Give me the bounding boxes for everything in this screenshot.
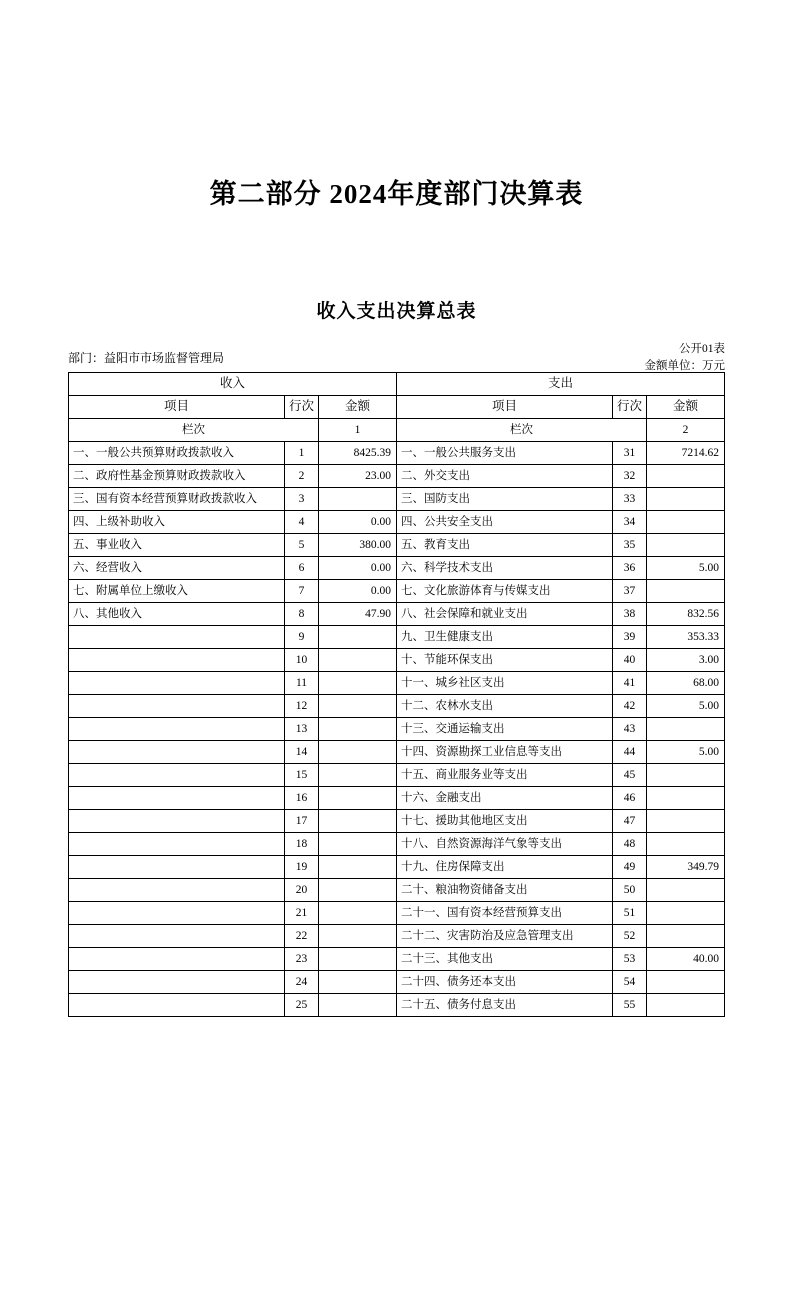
cell-exp-amount [647, 717, 725, 740]
cell-exp-line: 47 [613, 809, 647, 832]
column-label-income: 栏次 [69, 418, 319, 441]
cell-exp-item: 十三、交通运输支出 [397, 717, 613, 740]
table-row [69, 648, 725, 671]
cell-exp-item: 三、国防支出 [397, 487, 613, 510]
cell-exp-line: 40 [613, 648, 647, 671]
table-row [69, 763, 725, 786]
cell-income-amount [319, 947, 397, 970]
cell-income-amount [319, 786, 397, 809]
cell-income-amount [319, 809, 397, 832]
table-column-header-row [69, 395, 725, 418]
cell-income-line: 5 [285, 533, 319, 556]
cell-income-item: 六、经营收入 [69, 556, 285, 579]
table-row [69, 625, 725, 648]
table-row [69, 970, 725, 993]
cell-income-line: 6 [285, 556, 319, 579]
column-header-exp-line: 行次 [613, 395, 647, 418]
revenue-expenditure-table [68, 372, 725, 1017]
table-row [69, 855, 725, 878]
cell-income-line: 2 [285, 464, 319, 487]
cell-income-amount [319, 763, 397, 786]
cell-exp-amount [647, 579, 725, 602]
table-row [69, 510, 725, 533]
cell-income-item [69, 878, 285, 901]
cell-exp-amount [647, 878, 725, 901]
cell-exp-line: 53 [613, 947, 647, 970]
cell-exp-line: 51 [613, 901, 647, 924]
cell-income-line: 19 [285, 855, 319, 878]
cell-exp-line: 50 [613, 878, 647, 901]
column-header-income-item: 项目 [69, 395, 285, 418]
cell-income-amount: 0.00 [319, 579, 397, 602]
cell-exp-line: 55 [613, 993, 647, 1016]
cell-exp-item: 十九、住房保障支出 [397, 855, 613, 878]
cell-income-line: 15 [285, 763, 319, 786]
column-number-expenditure: 2 [647, 418, 725, 441]
cell-exp-amount [647, 533, 725, 556]
cell-income-line: 4 [285, 510, 319, 533]
cell-income-amount [319, 855, 397, 878]
form-code: 公开01表 [679, 343, 725, 356]
cell-exp-amount [647, 786, 725, 809]
cell-income-item: 一、一般公共预算财政拨款收入 [69, 441, 285, 464]
cell-income-line: 24 [285, 970, 319, 993]
cell-exp-line: 49 [613, 855, 647, 878]
table-row [69, 901, 725, 924]
cell-exp-line: 42 [613, 694, 647, 717]
cell-income-line: 17 [285, 809, 319, 832]
cell-exp-item: 一、一般公共服务支出 [397, 441, 613, 464]
table-row [69, 533, 725, 556]
cell-exp-line: 31 [613, 441, 647, 464]
cell-income-amount [319, 901, 397, 924]
cell-exp-item: 四、公共安全支出 [397, 510, 613, 533]
cell-income-item [69, 740, 285, 763]
cell-exp-item: 十七、援助其他地区支出 [397, 809, 613, 832]
cell-income-item [69, 901, 285, 924]
cell-exp-amount [647, 809, 725, 832]
cell-exp-item: 二十、粮油物资储备支出 [397, 878, 613, 901]
cell-exp-item: 九、卫生健康支出 [397, 625, 613, 648]
cell-exp-amount [647, 924, 725, 947]
cell-exp-amount: 5.00 [647, 556, 725, 579]
department-line: 部门：益阳市市场监督管理局 [68, 350, 225, 365]
cell-exp-amount [647, 993, 725, 1016]
cell-exp-item: 二十二、灾害防治及应急管理支出 [397, 924, 613, 947]
table-row [69, 832, 725, 855]
cell-exp-line: 43 [613, 717, 647, 740]
cell-income-amount [319, 924, 397, 947]
table-row [69, 441, 725, 464]
cell-income-amount [319, 717, 397, 740]
cell-exp-item: 六、科学技术支出 [397, 556, 613, 579]
cell-income-amount: 8425.39 [319, 441, 397, 464]
cell-income-amount [319, 694, 397, 717]
cell-income-amount: 23.00 [319, 464, 397, 487]
cell-exp-item: 十、节能环保支出 [397, 648, 613, 671]
cell-income-line: 22 [285, 924, 319, 947]
cell-exp-amount: 832.56 [647, 602, 725, 625]
cell-exp-line: 37 [613, 579, 647, 602]
cell-exp-amount: 3.00 [647, 648, 725, 671]
cell-exp-line: 41 [613, 671, 647, 694]
cell-income-item: 三、国有资本经营预算财政拨款收入 [69, 487, 285, 510]
column-header-exp-item: 项目 [397, 395, 613, 418]
cell-exp-item: 十二、农林水支出 [397, 694, 613, 717]
cell-income-item [69, 671, 285, 694]
cell-income-item: 八、其他收入 [69, 602, 285, 625]
cell-exp-line: 38 [613, 602, 647, 625]
cell-exp-line: 32 [613, 464, 647, 487]
cell-income-item [69, 993, 285, 1016]
cell-exp-line: 48 [613, 832, 647, 855]
cell-exp-line: 36 [613, 556, 647, 579]
table-row [69, 809, 725, 832]
table-group-header-row [69, 372, 725, 395]
cell-income-amount: 47.90 [319, 602, 397, 625]
column-header-exp-amount: 金额 [647, 395, 725, 418]
cell-exp-amount [647, 464, 725, 487]
cell-exp-line: 44 [613, 740, 647, 763]
table-row [69, 717, 725, 740]
cell-income-line: 16 [285, 786, 319, 809]
cell-income-amount: 380.00 [319, 533, 397, 556]
cell-exp-amount [647, 901, 725, 924]
cell-exp-item: 二十三、其他支出 [397, 947, 613, 970]
cell-exp-line: 33 [613, 487, 647, 510]
cell-exp-amount: 7214.62 [647, 441, 725, 464]
table-row [69, 694, 725, 717]
cell-exp-line: 39 [613, 625, 647, 648]
cell-income-line: 25 [285, 993, 319, 1016]
table-row [69, 786, 725, 809]
table-title: 收入支出决算总表 [316, 301, 477, 323]
cell-income-line: 14 [285, 740, 319, 763]
cell-exp-amount [647, 510, 725, 533]
cell-exp-line: 52 [613, 924, 647, 947]
table-row [69, 878, 725, 901]
cell-exp-amount [647, 487, 725, 510]
cell-exp-line: 45 [613, 763, 647, 786]
cell-exp-item: 十四、资源勘探工业信息等支出 [397, 740, 613, 763]
cell-exp-item: 十一、城乡社区支出 [397, 671, 613, 694]
column-label-expenditure: 栏次 [397, 418, 647, 441]
table-row [69, 556, 725, 579]
cell-exp-item: 八、社会保障和就业支出 [397, 602, 613, 625]
table-row [69, 947, 725, 970]
unit-note: 金额单位：万元 [644, 360, 725, 373]
cell-income-line: 10 [285, 648, 319, 671]
cell-income-amount: 0.00 [319, 556, 397, 579]
table-row [69, 671, 725, 694]
cell-income-amount [319, 878, 397, 901]
cell-income-item: 七、附属单位上缴收入 [69, 579, 285, 602]
page-title: 第二部分 2024年度部门决算表 [209, 179, 584, 209]
cell-exp-amount [647, 970, 725, 993]
cell-income-amount [319, 993, 397, 1016]
column-header-income-amount: 金额 [319, 395, 397, 418]
cell-exp-amount: 5.00 [647, 740, 725, 763]
cell-income-item [69, 648, 285, 671]
cell-income-line: 12 [285, 694, 319, 717]
cell-income-amount [319, 740, 397, 763]
cell-exp-item: 五、教育支出 [397, 533, 613, 556]
table-row [69, 464, 725, 487]
cell-income-item [69, 924, 285, 947]
cell-exp-line: 35 [613, 533, 647, 556]
cell-income-amount [319, 648, 397, 671]
cell-exp-item: 二十五、债务付息支出 [397, 993, 613, 1016]
cell-income-item [69, 855, 285, 878]
cell-income-line: 7 [285, 579, 319, 602]
cell-income-line: 23 [285, 947, 319, 970]
cell-exp-item: 二十四、债务还本支出 [397, 970, 613, 993]
cell-income-item [69, 763, 285, 786]
cell-exp-amount: 353.33 [647, 625, 725, 648]
cell-income-item: 四、上级补助收入 [69, 510, 285, 533]
cell-exp-amount [647, 832, 725, 855]
cell-exp-amount: 349.79 [647, 855, 725, 878]
table-row [69, 740, 725, 763]
cell-exp-item: 十六、金融支出 [397, 786, 613, 809]
table-row [69, 993, 725, 1016]
column-header-income-line: 行次 [285, 395, 319, 418]
cell-income-amount [319, 832, 397, 855]
cell-income-item [69, 625, 285, 648]
cell-income-item [69, 694, 285, 717]
cell-exp-item: 二十一、国有资本经营预算支出 [397, 901, 613, 924]
cell-income-line: 20 [285, 878, 319, 901]
cell-income-amount [319, 671, 397, 694]
cell-income-line: 9 [285, 625, 319, 648]
cell-exp-item: 十八、自然资源海洋气象等支出 [397, 832, 613, 855]
cell-income-amount [319, 487, 397, 510]
cell-exp-amount: 5.00 [647, 694, 725, 717]
table-row [69, 487, 725, 510]
cell-exp-item: 七、文化旅游体育与传媒支出 [397, 579, 613, 602]
cell-income-line: 18 [285, 832, 319, 855]
group-header-expenditure: 支出 [397, 372, 725, 395]
cell-exp-line: 34 [613, 510, 647, 533]
cell-income-line: 21 [285, 901, 319, 924]
cell-income-item [69, 809, 285, 832]
cell-exp-line: 54 [613, 970, 647, 993]
cell-income-line: 11 [285, 671, 319, 694]
cell-income-line: 13 [285, 717, 319, 740]
cell-income-item [69, 970, 285, 993]
cell-exp-line: 46 [613, 786, 647, 809]
cell-income-item [69, 832, 285, 855]
table-row [69, 579, 725, 602]
table-row [69, 924, 725, 947]
cell-income-line: 8 [285, 602, 319, 625]
table-row [69, 602, 725, 625]
cell-income-item: 二、政府性基金预算财政拨款收入 [69, 464, 285, 487]
cell-income-amount [319, 970, 397, 993]
cell-income-item: 五、事业收入 [69, 533, 285, 556]
document-page [0, 178, 793, 1300]
group-header-income: 收入 [69, 372, 397, 395]
cell-income-amount: 0.00 [319, 510, 397, 533]
cell-income-item [69, 947, 285, 970]
cell-exp-amount [647, 763, 725, 786]
table-column-number-row [69, 418, 725, 441]
cell-income-item [69, 717, 285, 740]
column-number-income: 1 [319, 418, 397, 441]
cell-exp-amount: 40.00 [647, 947, 725, 970]
cell-exp-item: 二、外交支出 [397, 464, 613, 487]
cell-income-line: 1 [285, 441, 319, 464]
cell-income-amount [319, 625, 397, 648]
cell-income-line: 3 [285, 487, 319, 510]
cell-income-item [69, 786, 285, 809]
cell-exp-amount: 68.00 [647, 671, 725, 694]
cell-exp-item: 十五、商业服务业等支出 [397, 763, 613, 786]
